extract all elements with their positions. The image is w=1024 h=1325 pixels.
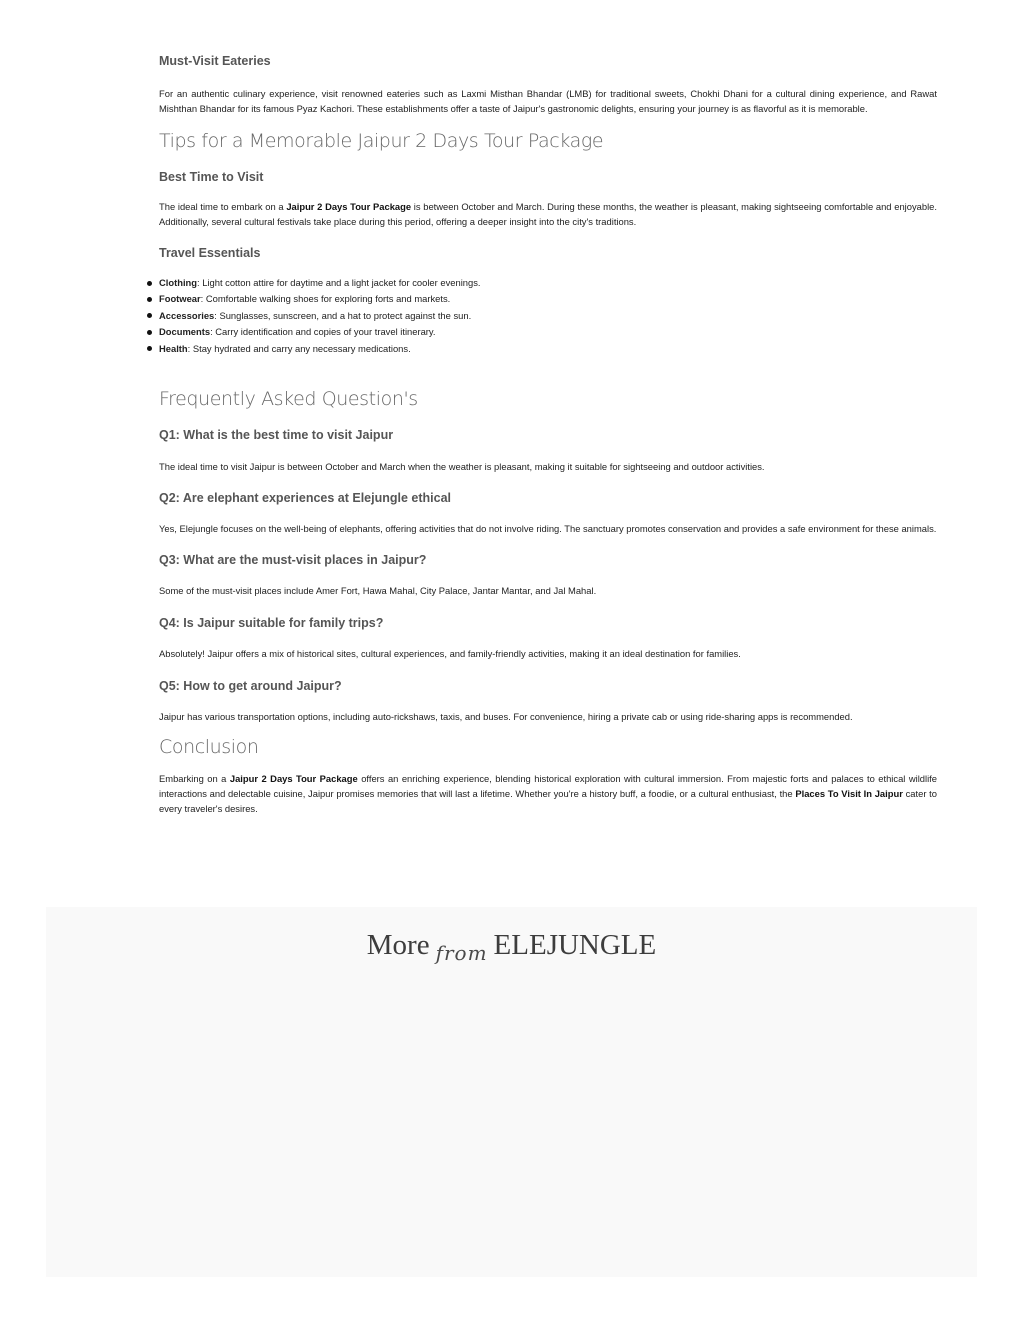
more-from-panel [46, 907, 977, 1277]
best-time-heading: Best Time to Visit [159, 170, 264, 184]
tips-heading: Tips for a Memorable Jaipur 2 Days Tour Package [159, 130, 604, 152]
list-item: Clothing: Light cotton attire for daytime and a light jacket for cooler evenings. [159, 275, 937, 291]
faq-answer: Some of the must-visit places include Amer Fort, Hawa Mahal, City Palace, Jantar Mantar, and Jal Mahal. [159, 585, 597, 597]
eateries-text: For an authentic culinary experience, visit renowned eateries such as Laxmi Misthan Bhandar (LMB) for traditional sweets, Chokhi Dhani for a cultural dining experience, and Rawat Mishthan Bhandar for its famous Pyaz Kachori. These establishments offer a taste of Jaipur's gastronomic delights, ensuring your journey is as flavorful as it is memorable. [159, 88, 937, 114]
from-script: from [435, 941, 488, 965]
faq-question: Q2: Are elephant experiences at Elejungle ethical [159, 491, 452, 506]
faq-heading: Frequently Asked Question's [159, 388, 418, 411]
faq-question: Q4: Is Jaipur suitable for family trips? [159, 616, 384, 631]
conclusion-heading: Conclusion [159, 736, 259, 759]
faq-answer: Jaipur has various transportation options, including auto-rickshaws, taxis, and buses. For convenience, hiring a private cab or using ride-sharing apps is recommended. [159, 711, 853, 723]
faq-answer: The ideal time to visit Jaipur is between October and March when the weather is pleasant, making it suitable for sightseeing and outdoor activities. [159, 461, 765, 473]
list-item: Documents: Carry identification and copies of your travel itinerary. [159, 324, 937, 340]
list-item: Footwear: Comfortable walking shoes for exploring forts and markets. [159, 291, 937, 307]
faq-answer: Yes, Elejungle focuses on the well-being of elephants, offering activities that do not involve riding. The sanctuary promotes conservation and provides a safe environment for these animals. [159, 523, 937, 535]
tour-package-bold: Jaipur 2 Days Tour Package [229, 773, 358, 785]
brand-name: ELEJUNGLE [493, 929, 657, 961]
conclusion-text: Embarking on a Jaipur 2 Days Tour Package offers an enriching experience, blending historical exploration with cultural immersion. From majestic forts and palaces to ethical wildlife interactions and delectable cuisine, Jaipur promises memories that will last a lifetime. Whether you're a history buff, a foodie, or a cultural enthusiast, the Places To Visit In Jaipur cater to every traveler's desires. [159, 773, 937, 815]
places-to-visit-link[interactable]: Places To Visit In Jaipur [795, 788, 903, 800]
faq-answer: Absolutely! Jaipur offers a mix of historical sites, cultural experiences, and family-friendly activities, making it an ideal destination for families. [159, 648, 741, 660]
more-from-elejungle-title: More $_{from}$ ELEJUNGLE [366, 929, 657, 965]
faq-question: Q3: What are the must-visit places in Jaipur? [159, 553, 427, 568]
essentials-list [159, 275, 937, 357]
article-content [159, 52, 937, 816]
best-time-text: The ideal time to embark on a Jaipur 2 Days Tour Package is between October and March. During these months, the weather is pleasant, making sightseeing comfortable and enjoyable. Additionally, several cultural festivals take place during this period, offering a deeper insight into the city's traditions. [159, 201, 937, 227]
travel-essentials-heading: Travel Essentials [159, 246, 261, 260]
faq-question: Q5: How to get around Jaipur? [159, 679, 342, 694]
list-item: Health: Stay hydrated and carry any necessary medications. [159, 341, 937, 357]
tour-package-bold: Jaipur 2 Days Tour Package [286, 201, 412, 212]
eateries-heading: Must-Visit Eateries [159, 54, 271, 68]
list-item: Accessories: Sunglasses, sunscreen, and a hat to protect against the sun. [159, 308, 937, 324]
faq-question: Q1: What is the best time to visit Jaipur [159, 428, 394, 443]
